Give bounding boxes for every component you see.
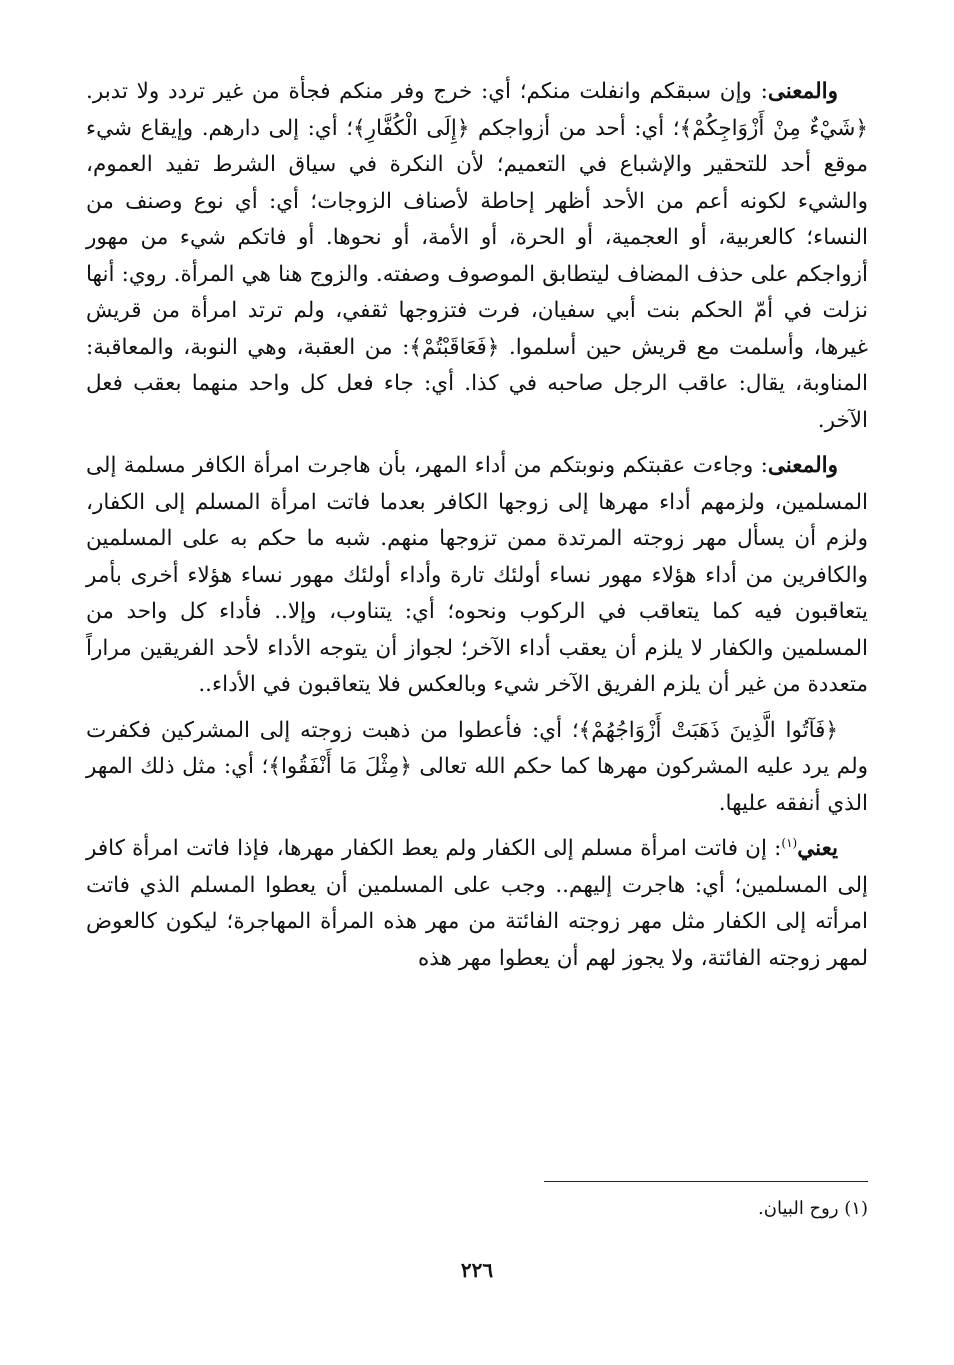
- paragraph-2: [86, 448, 868, 704]
- paragraph-1: [86, 74, 868, 439]
- paragraph-4-lead: يعني: [797, 836, 838, 861]
- footnote: (١) روح البيان.: [758, 1198, 868, 1219]
- paragraph-4: [86, 831, 868, 977]
- paragraph-4-text: : إن فاتت امرأة مسلم إلى الكفار ولم يعط الكفار مهرها، فإذا فاتت امرأة كافر إلى المسلمين؛ أي: هاجرت إليهم.. وجب على المسلمين أن يعطوا المسلم الذي فاتت امرأته إلى الكفار مثل مهر زوجته الفائتة من مهر هذه المرأة المهاجرة؛ ليكون كالعوض لمهر زوجته الفائتة، ولا يجوز لهم أن يعطوا مهر هذه: [86, 836, 868, 971]
- paragraph-2-text: : وجاءت عقبتكم ونوبتكم من أداء المهر، بأن هاجرت امرأة الكافر مسلمة إلى المسلمين، ولزمهم أداء مهرها إلى زوجها الكافر بعدما فاتت امرأة المسلم إلى الكفار، ولزم أن يسأل مهر زوجته المرتدة ممن تزوجها منهم. شبه ما حكم به على المسلمين والكافرين من أداء هؤلاء مهور نساء أولئك تارة وأداء أولئك مهور نساء هؤلاء أخرى بأمر يتعاقبون فيه كما يتعاقب في الركوب ونحوه؛ أي: يتناوب، وإلا.. فأداء كل واحد من المسلمين والكفار لا يلزم أن يعقب أداء الآخر؛ لجواز أن يتوجه الأداء لأحد الفريقين مراراً متعددة من غير أن يلزم الفريق الآخر شيء وبالعكس فلا يتعاقبون في الأداء..: [86, 453, 868, 697]
- page-body: [86, 74, 868, 986]
- paragraph-1-text: : وإن سبقكم وانفلت منكم؛ أي: خرج وفر منكم فجأة من غير تردد ولا تدبر. ﴿شَيْءٌ مِنْ أَزْوَاجِكُمْ﴾؛ أي: أحد من أزواجكم ﴿إِلَى الْكُفَّارِ﴾؛ أي: إلى دارهم. وإيقاع شيء موقع أحد للتحقير والإشباع في التعميم؛ لأن النكرة في سياق الشرط تفيد العموم، والشيء لكونه أعم من الأحد أظهر إحاطة لأصناف الزوجات؛ أي: أي نوع وصنف من النساء؛ كالعربية، أو العجمية، أو الحرة، أو الأمة، أو نحوها. أو فاتكم شيء من مهور أزواجكم على حذف المضاف ليتطابق الموصوف وصفته. والزوج هنا هي المرأة. روي: أنها نزلت في أمّ الحكم بنت أبي سفيان، فرت فتزوجها ثقفي، ولم ترتد امرأة من قريش غيرها، وأسلمت مع قريش حين أسلموا. ﴿فَعَاقَبْتُمْ﴾: من العقبة، وهي النوبة، والمعاقبة: المناوبة، يقال: عاقب الرجل صاحبه في كذا. أي: جاء فعل كل واحد منهما بعقب فعل الآخر.: [86, 79, 868, 433]
- footnote-marker: (١): [781, 835, 798, 850]
- paragraph-2-lead: والمعنى: [767, 453, 838, 478]
- footnote-divider: [544, 1181, 868, 1182]
- paragraph-3-text: ﴿فَآتُوا الَّذِينَ ذَهَبَتْ أَزْوَاجُهُمْ﴾؛ أي: فأعطوا من ذهبت زوجته إلى المشركين فكفرت ولم يرد عليه المشركون مهرها كما حكم الله تعالى ﴿مِثْلَ مَا أَنْفَقُوا﴾؛ أي: مثل ذلك المهر الذي أنفقه عليها.: [86, 717, 868, 816]
- paragraph-1-lead: والمعنى: [767, 79, 838, 104]
- page-number: ٢٢٦: [460, 1258, 494, 1282]
- paragraph-3: [86, 713, 868, 823]
